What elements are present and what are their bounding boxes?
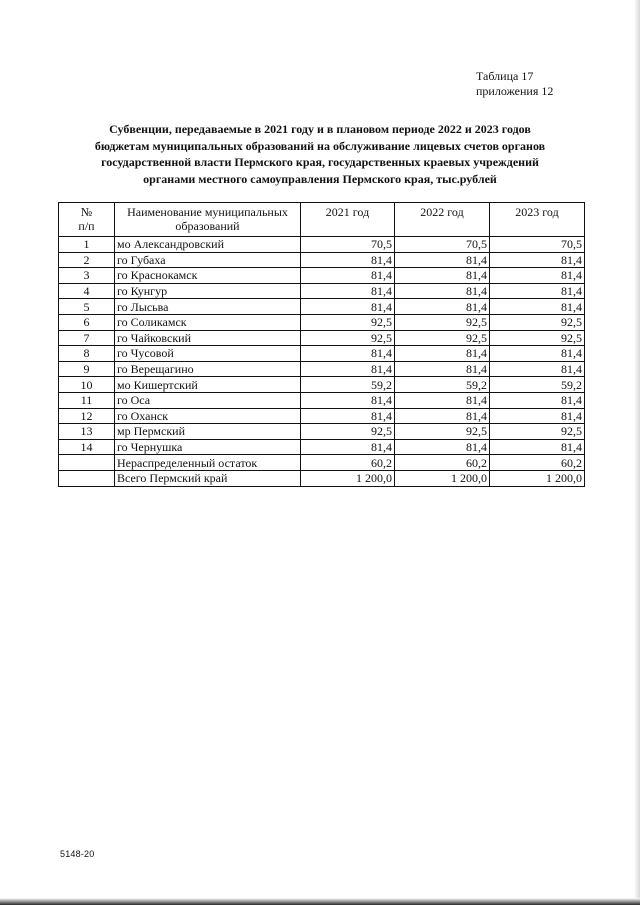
municipality-name: го Оса — [115, 392, 301, 408]
header-row — [59, 203, 585, 237]
value-2022: 81,4 — [395, 283, 490, 299]
value-2023: 70,5 — [490, 237, 585, 253]
value-2023: 92,5 — [490, 330, 585, 346]
row-number: 2 — [59, 252, 115, 268]
table-row-unallocated — [59, 455, 585, 471]
table-row — [59, 299, 585, 315]
table-row — [59, 377, 585, 393]
table-row — [59, 314, 585, 330]
value-2021: 81,4 — [301, 361, 395, 377]
column-header-2021: 2021 год — [301, 203, 395, 237]
municipality-name: го Чернушка — [115, 439, 301, 455]
value-2022: 81,4 — [395, 392, 490, 408]
value-2021: 92,5 — [301, 330, 395, 346]
table-reference — [476, 69, 566, 99]
table-number: Таблица 17 — [476, 69, 534, 83]
value-2021: 81,4 — [301, 346, 395, 362]
column-header-2023: 2023 год — [490, 203, 585, 237]
value-2021: 81,4 — [301, 283, 395, 299]
municipality-name: го Чусовой — [115, 346, 301, 362]
row-number: 10 — [59, 377, 115, 393]
appendix-number: приложения 12 — [476, 84, 554, 98]
page-code: 5148-20 — [60, 849, 95, 859]
row-number: 3 — [59, 268, 115, 284]
document-title — [60, 121, 580, 187]
table-header — [59, 203, 585, 237]
row-number: 5 — [59, 299, 115, 315]
value-2021: 81,4 — [301, 392, 395, 408]
municipality-name: мо Кишертский — [115, 377, 301, 393]
value-2021: 1 200,0 — [301, 470, 395, 486]
subsidies-table — [58, 202, 585, 487]
value-2021: 70,5 — [301, 237, 395, 253]
value-2021: 81,4 — [301, 268, 395, 284]
value-2023: 81,4 — [490, 392, 585, 408]
value-2021: 92,5 — [301, 314, 395, 330]
row-number: 14 — [59, 439, 115, 455]
table-row — [59, 330, 585, 346]
table-row — [59, 361, 585, 377]
scan-bottom-shadow — [0, 898, 640, 905]
table-row-total — [59, 470, 585, 486]
row-number — [59, 455, 115, 471]
value-2021: 81,4 — [301, 408, 395, 424]
row-number: 9 — [59, 361, 115, 377]
value-2023: 81,4 — [490, 361, 585, 377]
table-row — [59, 237, 585, 253]
value-2022: 81,4 — [395, 268, 490, 284]
title-line-1: Субвенции, передаваемые в 2021 году и в плановом периоде 2022 и 2023 годов — [109, 122, 531, 136]
municipality-name: го Кунгур — [115, 283, 301, 299]
value-2023: 92,5 — [490, 314, 585, 330]
value-2023: 81,4 — [490, 408, 585, 424]
table-row — [59, 424, 585, 440]
table-row — [59, 408, 585, 424]
row-number — [59, 470, 115, 486]
column-header-number — [59, 203, 115, 237]
row-number: 13 — [59, 424, 115, 440]
value-2022: 1 200,0 — [395, 470, 490, 486]
value-2023: 92,5 — [490, 424, 585, 440]
value-2021: 60,2 — [301, 455, 395, 471]
municipality-name: го Чайковский — [115, 330, 301, 346]
value-2021: 92,5 — [301, 424, 395, 440]
table-row — [59, 283, 585, 299]
municipality-name: Нераспределенный остаток — [115, 455, 301, 471]
value-2021: 59,2 — [301, 377, 395, 393]
table-row — [59, 252, 585, 268]
value-2023: 60,2 — [490, 455, 585, 471]
value-2023: 81,4 — [490, 252, 585, 268]
value-2022: 70,5 — [395, 237, 490, 253]
row-number: 6 — [59, 314, 115, 330]
table-body — [59, 237, 585, 487]
municipality-name: мо Александровский — [115, 237, 301, 253]
municipality-name: го Оханск — [115, 408, 301, 424]
title-line-4: органами местного самоуправления Пермского края, тыс.рублей — [143, 171, 497, 186]
title-line-3: государственной власти Пермского края, государственных краевых учреждений — [101, 155, 539, 169]
value-2023: 81,4 — [490, 299, 585, 315]
column-header-number-line1: № — [80, 205, 93, 219]
row-number: 12 — [59, 408, 115, 424]
value-2022: 59,2 — [395, 377, 490, 393]
municipality-name: го Верещагино — [115, 361, 301, 377]
municipality-name: го Губаха — [115, 252, 301, 268]
scan-edge-shadow — [634, 0, 640, 905]
value-2023: 81,4 — [490, 346, 585, 362]
value-2023: 81,4 — [490, 439, 585, 455]
row-number: 7 — [59, 330, 115, 346]
value-2022: 81,4 — [395, 346, 490, 362]
municipality-name: го Лысьва — [115, 299, 301, 315]
table-row — [59, 268, 585, 284]
municipality-name: мр Пермский — [115, 424, 301, 440]
value-2021: 81,4 — [301, 252, 395, 268]
value-2022: 81,4 — [395, 299, 490, 315]
row-number: 8 — [59, 346, 115, 362]
column-header-name: Наименование муниципальных образований — [115, 203, 301, 237]
value-2023: 81,4 — [490, 283, 585, 299]
value-2023: 81,4 — [490, 268, 585, 284]
column-header-2022: 2022 год — [395, 203, 490, 237]
municipality-name: го Соликамск — [115, 314, 301, 330]
municipality-name: го Краснокамск — [115, 268, 301, 284]
column-header-number-line2: п/п — [78, 219, 95, 233]
value-2023: 59,2 — [490, 377, 585, 393]
value-2022: 60,2 — [395, 455, 490, 471]
value-2022: 92,5 — [395, 330, 490, 346]
value-2022: 81,4 — [395, 408, 490, 424]
value-2021: 81,4 — [301, 439, 395, 455]
table-row — [59, 439, 585, 455]
value-2022: 81,4 — [395, 252, 490, 268]
table-row — [59, 346, 585, 362]
title-line-2: бюджетам муниципальных образований на обслуживание лицевых счетов органов — [94, 138, 546, 153]
municipality-name: Всего Пермский край — [115, 470, 301, 486]
value-2022: 81,4 — [395, 361, 490, 377]
value-2021: 81,4 — [301, 299, 395, 315]
value-2022: 81,4 — [395, 439, 490, 455]
value-2022: 92,5 — [395, 424, 490, 440]
value-2022: 92,5 — [395, 314, 490, 330]
row-number: 11 — [59, 392, 115, 408]
table-row — [59, 392, 585, 408]
row-number: 1 — [59, 237, 115, 253]
row-number: 4 — [59, 283, 115, 299]
value-2023: 1 200,0 — [490, 470, 585, 486]
